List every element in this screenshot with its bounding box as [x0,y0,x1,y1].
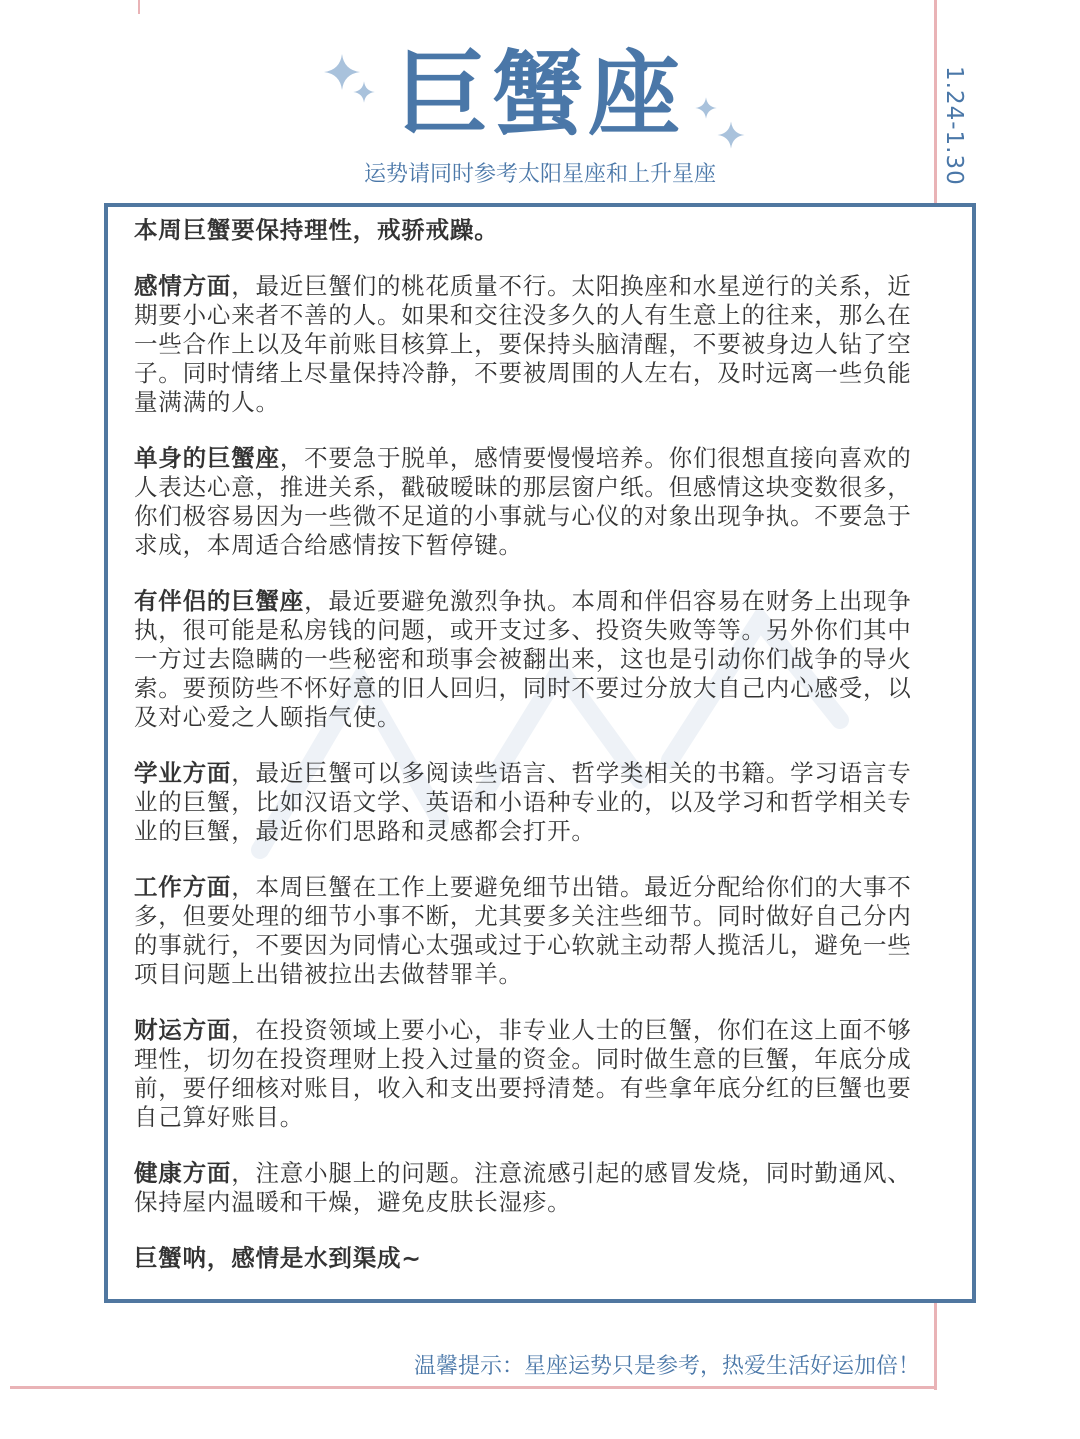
intro-text: 本周巨蟹要保持理性，戒骄戒躁。 [134,216,499,244]
section-heading: 学业方面 [134,759,232,787]
sparkle-icon [716,120,746,150]
horoscope-content [134,216,920,1300]
section-wealth [134,1016,920,1132]
section-text: ，本周巨蟹在工作上要避免细节出错。最近分配给你们的大事不多，但要处理的细节小事不断，尤其要多关注些细节。同时做好自己分内的事就行，不要因为同情心太强或过于心软就主动帮人揽活儿，避免一些项目问题上出错被拉出去做替罪羊。 [134,873,912,988]
section-text: ，最近巨蟹可以多阅读些语言、哲学类相关的书籍。学习语言专业的巨蟹，比如汉语文学、英语和小语种专业的，以及学习和哲学相关专业的巨蟹，最近你们思路和灵感都会打开。 [134,759,912,845]
section-text: ，注意小腿上的问题。注意流感引起的感冒发烧，同时勤通风、保持屋内温暖和干燥，避免皮肤长湿疹。 [134,1159,912,1216]
section-work [134,873,920,989]
decorative-tick [138,0,140,14]
section-heading: 单身的巨蟹座 [134,444,280,472]
section-text: ，最近巨蟹们的桃花质量不行。太阳换座和水星逆行的关系，近期要小心来者不善的人。如果和交往没多久的人有生意上的往来，那么在一些合作上以及年前账目核算上，要保持头脑清醒，不要被身边人钻了空子。同时情绪上尽量保持冷静，不要被周围的人左右，及时远离一些负能量满满的人。 [134,272,912,416]
section-text: ，最近要避免激烈争执。本周和伴侣容易在财务上出现争执，很可能是私房钱的问题，或开支过多、投资失败等等。另外你们其中一方过去隐瞒的一些秘密和琐事会被翻出来，这也是引动你们战争的导火索。要预防些不怀好意的旧人回归，同时不要过分放大自己内心感受，以及对心爱之人颐指气使。 [134,587,912,731]
section-health [134,1159,920,1217]
section-heading: 财运方面 [134,1016,232,1044]
section-heading: 有伴侣的巨蟹座 [134,587,305,615]
section-partner [134,587,920,732]
closing-text: 巨蟹呐，感情是水到渠成~ [134,1244,422,1272]
sparkle-small-icon [352,80,376,104]
closing-paragraph [134,1244,920,1273]
page-title: 巨蟹座 [395,41,684,148]
section-text: ，不要急于脱单，感情要慢慢培养。你们很想直接向喜欢的人表达心意，推进关系，戳破暧昧的那层窗户纸。但感情这块变数很多，你们极容易因为一些微不足道的小事就与心仪的对象出现争执。不要急于求成，本周适合给感情按下暂停键。 [134,444,912,559]
date-range: 1.24-1.30 [941,66,967,186]
sparkle-small-icon [694,96,718,120]
subtitle: 运势请同时参考太阳星座和上升星座 [363,162,716,187]
section-study [134,759,920,846]
section-single [134,444,920,560]
intro-paragraph [134,216,920,245]
section-love [134,272,920,417]
pink-horizontal-line [10,1386,937,1389]
section-heading: 健康方面 [134,1159,232,1187]
section-text: ，在投资领域上要小心，非专业人士的巨蟹，你们在这上面不够理性，切勿在投资理财上投入过量的资金。同时做生意的巨蟹，年底分成前，要仔细核对账目，收入和支出要捋清楚。有些拿年底分红的巨蟹也要自己算好账目。 [134,1016,912,1131]
section-heading: 感情方面 [134,272,232,300]
section-heading: 工作方面 [134,873,232,901]
footer-tip: 温馨提示：星座运势只是参考，热爱生活好运加倍！ [413,1354,920,1379]
